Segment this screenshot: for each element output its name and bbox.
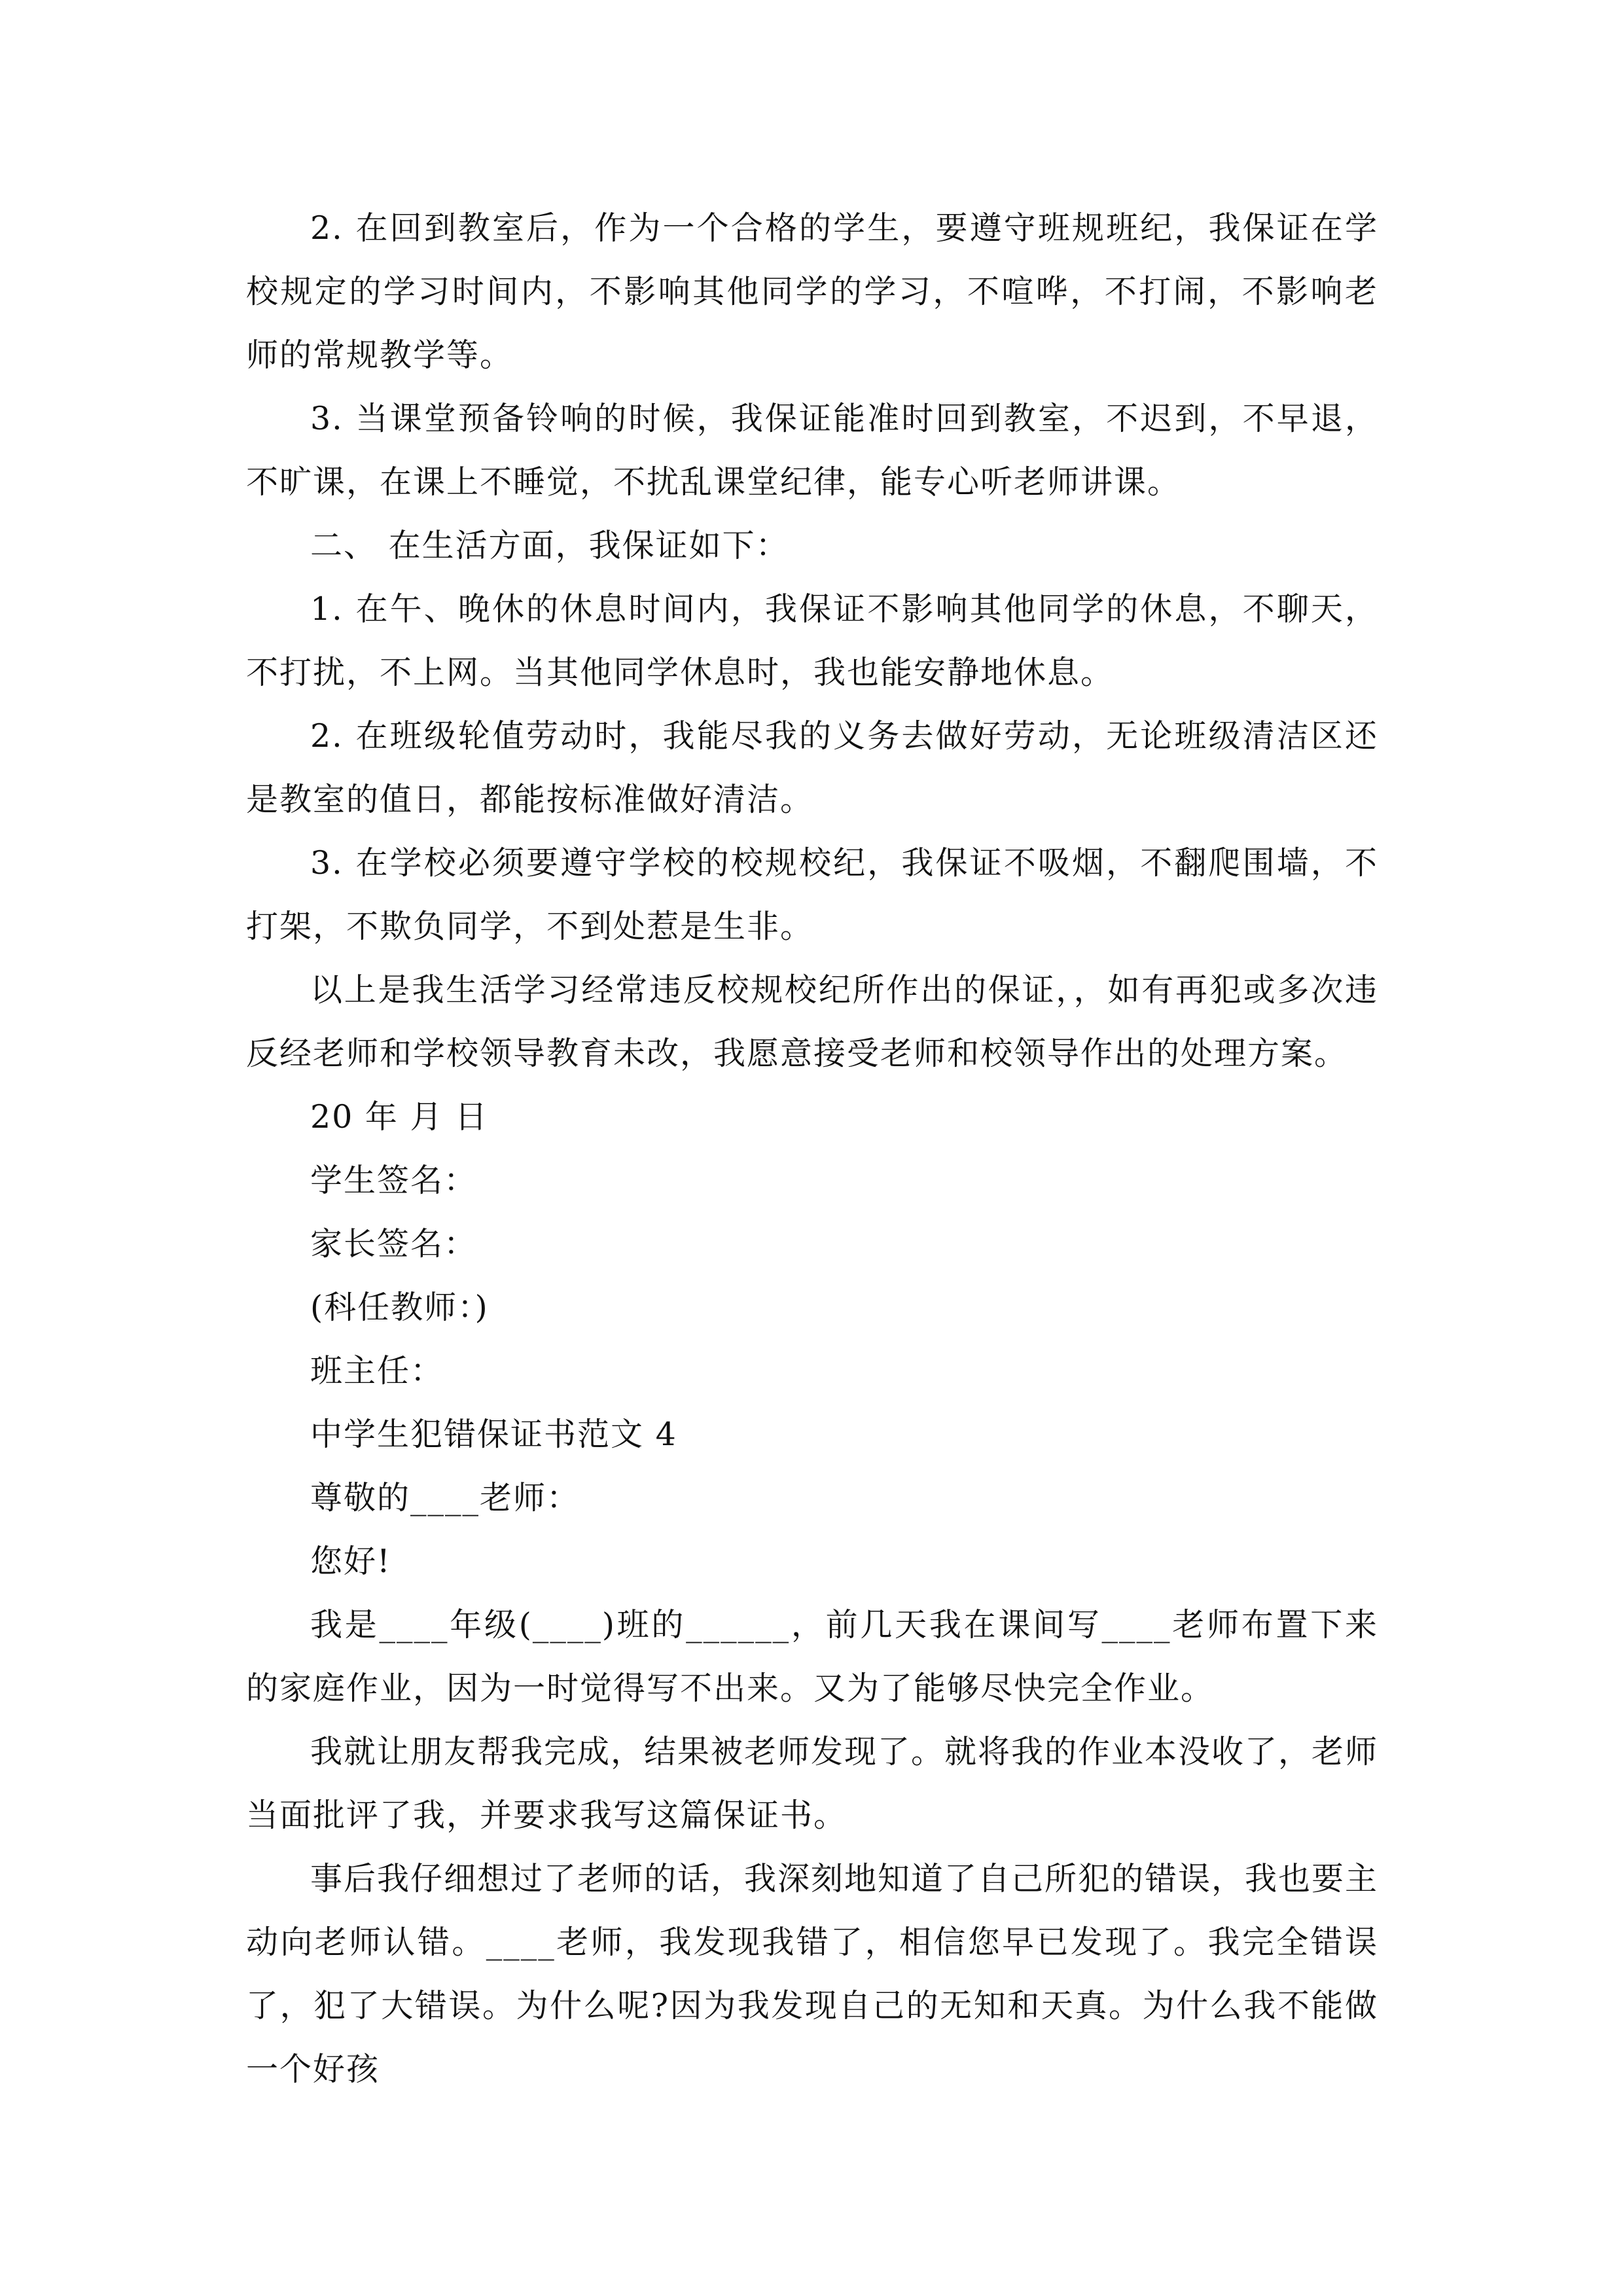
parent-signature-line: 家长签名： <box>310 1225 478 1263</box>
paragraph-life-item-3: 3. 在学校必须要遵守学校的校规校纪，我保证不吸烟，不翻爬围墙，不打架，不欺负同学，不到处惹是生非。 <box>246 844 1378 945</box>
paragraph-life-item-2: 2. 在班级轮值劳动时，我能尽我的义务去做好劳动，无论班级清洁区还是教室的值日，都能按标准做好清洁。 <box>246 717 1378 818</box>
subject-teacher-line: (科任教师：) <box>310 1289 489 1326</box>
document-page <box>246 196 1378 2101</box>
paragraph-incident: 我就让朋友帮我完成，结果被老师发现了。就将我的作业本没收了，老师当面批评了我，并要求我写这篇保证书。 <box>246 1733 1379 1834</box>
paragraph-study-item-3: 3. 当课堂预备铃响的时候，我保证能准时回到教室，不迟到，不早退，不旷课，在课上不睡觉，不扰乱课堂纪律，能专心听老师讲课。 <box>246 400 1378 501</box>
salutation: 尊敬的____老师： <box>310 1479 580 1516</box>
student-signature-line: 学生签名： <box>310 1162 478 1199</box>
greeting: 您好! <box>310 1543 391 1580</box>
date-line: 20 年 月 日 <box>310 1098 489 1136</box>
paragraph-life-item-1: 1. 在午、晚休的休息时间内，我保证不影响其他同学的休息，不聊天，不打扰，不上网。当其他同学休息时，我也能安静地休息。 <box>246 590 1378 691</box>
paragraph-intro: 我是____年级(____)班的______，前几天我在课间写____老师布置下来的家庭作业，因为一时觉得写不出来。又为了能够尽快完全作业。 <box>246 1606 1378 1707</box>
paragraph-conclusion: 以上是我生活学习经常违反校规校纪所作出的保证，，如有再犯或多次违反经老师和学校领导教育未改，我愿意接受老师和校领导作出的处理方案。 <box>246 971 1378 1072</box>
section-heading-life: 二、 在生活方面，我保证如下： <box>310 527 789 564</box>
sample-title: 中学生犯错保证书范文 4 <box>310 1416 677 1453</box>
head-teacher-line: 班主任： <box>310 1352 444 1390</box>
paragraph-reflection: 事后我仔细想过了老师的话，我深刻地知道了自己所犯的错误，我也要主动向老师认错。____老师，我发现我错了，相信您早已发现了。我完全错误了，犯了大错误。为什么呢?因为我发现自己的无知和天真。为什么我不能做一个好孩 <box>246 1860 1379 2088</box>
paragraph-study-item-2: 2. 在回到教室后，作为一个合格的学生，要遵守班规班纪，我保证在学校规定的学习时间内，不影响其他同学的学习，不喧哗，不打闹，不影响老师的常规教学等。 <box>246 209 1378 374</box>
